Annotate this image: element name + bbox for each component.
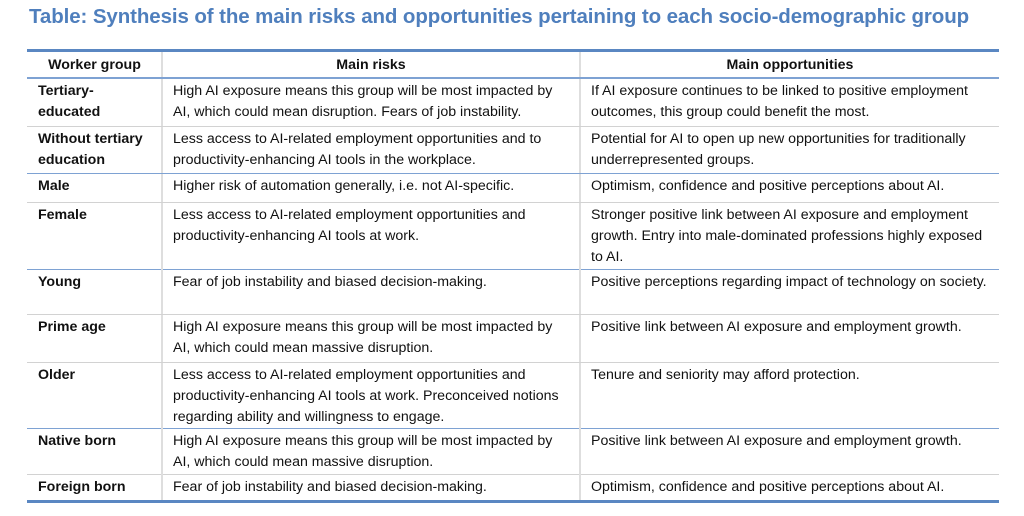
worker-group-cell: Male — [38, 178, 70, 194]
worker-group-cell: Young — [38, 274, 82, 290]
worker-group-cell — [27, 79, 161, 126]
worker-group-cell: Older — [38, 367, 76, 383]
main-opportunities-cell: Stronger positive link between AI exposure and employment growth. Entry into male-dominated professions highly exposed to AI. — [579, 203, 999, 270]
worker-group-line: educated — [38, 104, 101, 120]
table-row — [27, 127, 999, 174]
main-opportunities-cell: Optimism, confidence and positive perceptions about AI. — [579, 174, 999, 202]
worker-group-cell: Foreign born — [38, 479, 126, 495]
header-worker-group: Worker group — [48, 57, 141, 73]
table-row — [27, 475, 999, 500]
table-header-row — [27, 52, 999, 79]
main-risks-cell: High AI exposure means this group will be most impacted by AI, which could mean disruption. Fears of job instability. — [161, 79, 579, 126]
risks-opportunities-table — [27, 49, 999, 503]
worker-group-cell — [27, 127, 161, 173]
main-risks-cell: High AI exposure means this group will be most impacted by AI, which could mean massive disruption. — [161, 315, 579, 362]
main-risks-cell: Less access to AI-related employment opportunities and productivity-enhancing AI tools at work. — [161, 203, 579, 270]
main-opportunities-cell: Tenure and seniority may afford protection. — [579, 363, 999, 430]
main-opportunities-cell: Positive link between AI exposure and employment growth. — [579, 429, 999, 475]
table-row — [27, 315, 999, 363]
main-risks-cell: Less access to AI-related employment opportunities and to productivity-enhancing AI tools in the workplace. — [161, 127, 579, 173]
main-opportunities-cell: If AI exposure continues to be linked to positive employment outcomes, this group could benefit the most. — [579, 79, 999, 126]
main-risks-cell: Less access to AI-related employment opportunities and productivity-enhancing AI tools at work. Preconceived notions regarding ability and willingness to engage. — [161, 363, 579, 430]
main-risks-cell: Fear of job instability and biased decision-making. — [161, 475, 579, 500]
table-row — [27, 79, 999, 127]
main-risks-cell: High AI exposure means this group will be most impacted by AI, which could mean massive disruption. — [161, 429, 579, 475]
table-row — [27, 203, 999, 270]
worker-group-cell: Prime age — [38, 319, 106, 335]
worker-group-line: Tertiary- — [38, 83, 94, 99]
header-main-risks: Main risks — [161, 52, 579, 77]
worker-group-line: education — [38, 152, 106, 168]
header-main-opportunities: Main opportunities — [579, 52, 999, 77]
main-risks-cell: Higher risk of automation generally, i.e. not AI-specific. — [161, 174, 579, 202]
table-row — [27, 174, 999, 203]
table-row — [27, 363, 999, 429]
table-title: Table: Synthesis of the main risks and opportunities pertaining to each socio-demographic group — [29, 5, 970, 28]
worker-group-cell: Native born — [38, 433, 117, 449]
worker-group-line: Without tertiary — [38, 131, 143, 147]
main-opportunities-cell: Potential for AI to open up new opportunities for traditionally underrepresented groups. — [579, 127, 999, 173]
main-opportunities-cell: Optimism, confidence and positive perceptions about AI. — [579, 475, 999, 500]
main-opportunities-cell: Positive link between AI exposure and employment growth. — [579, 315, 999, 362]
table-row — [27, 270, 999, 315]
main-risks-cell: Fear of job instability and biased decision-making. — [161, 270, 579, 314]
table-row — [27, 429, 999, 475]
main-opportunities-cell: Positive perceptions regarding impact of technology on society. — [579, 270, 999, 314]
worker-group-cell: Female — [38, 207, 87, 223]
